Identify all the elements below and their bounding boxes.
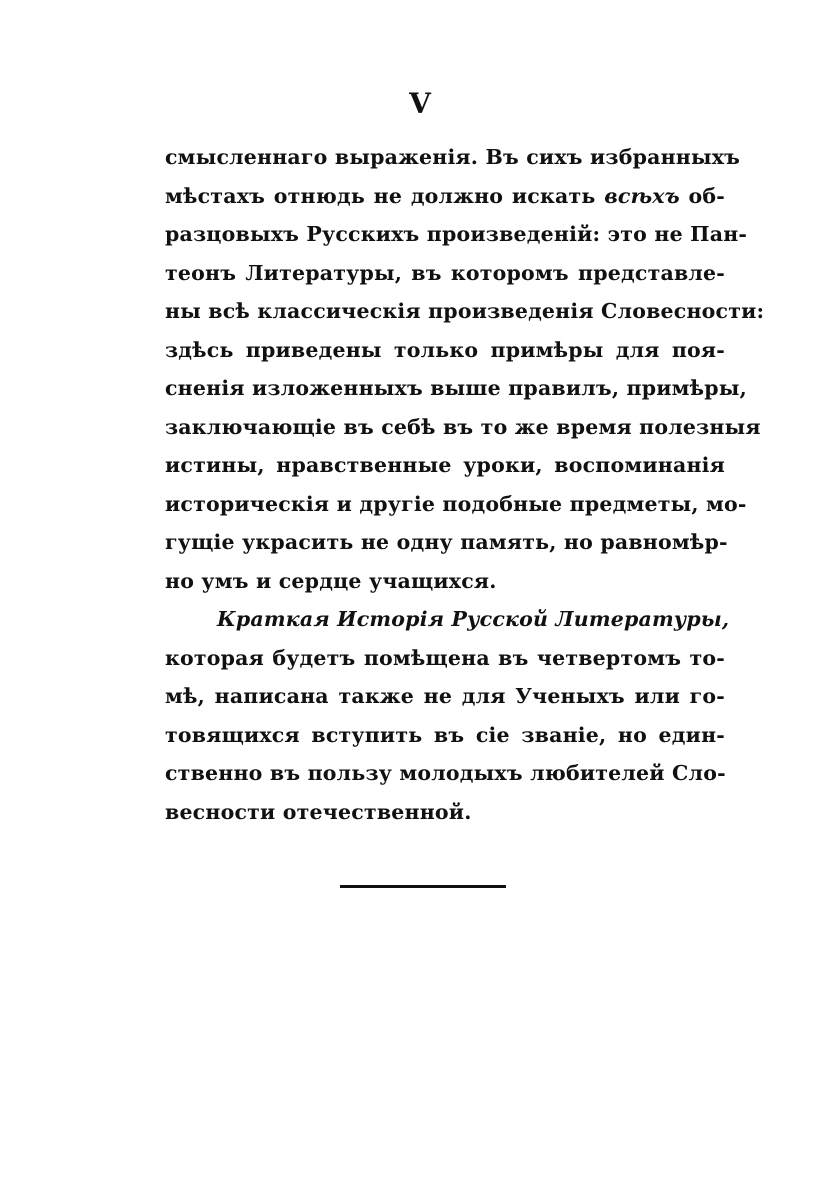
text-line-2-end: об- (688, 183, 725, 208)
body-text (165, 138, 765, 831)
text-line-4: теонъ Литературы, въ которомъ представле- (165, 260, 725, 285)
text-line-18: весности отечественной. (165, 799, 472, 824)
text-line-9: истины, нравственные уроки, воспоминанія (165, 453, 725, 477)
text-line-8: заключающіе въ себѣ въ то же время полезныя (165, 414, 761, 439)
text-line-3: разцовыхъ Русскихъ произведеній: это не Пан- (165, 222, 748, 246)
text-line-5: ны всѣ классическія произведенія Словесности: (165, 299, 765, 323)
book-title-italic: Краткая Исторія Русской Литературы, (217, 607, 730, 631)
section-divider (340, 885, 506, 888)
text-line-6: здѣсь приведены только примѣры для поя- (165, 337, 725, 362)
text-line-17: ственно въ пользу молодыхъ любителей Сло- (165, 761, 726, 785)
emphasis-word: всѣхъ (604, 183, 680, 208)
text-line-2-start: мѣстахъ отнюдь не должно искать (165, 183, 596, 208)
text-line-2 (165, 177, 725, 216)
text-line-15: мѣ, написана также не для Ученыхъ или го- (165, 684, 725, 708)
text-line-14: которая будетъ помѣщена въ четвертомъ то- (165, 645, 725, 670)
text-line-12: но умъ и сердце учащихся. (165, 568, 497, 593)
text-line-16: товящихся вступить въ сіе званіе, но един- (165, 722, 725, 747)
text-line-11: гущіе украсить не одну память, но равномѣр- (165, 530, 728, 554)
text-line-10: историческія и другіе подобные предметы, мо- (165, 491, 747, 516)
page-number: V (409, 87, 431, 120)
text-line-7: сненія изложенныхъ выше правилъ, примѣры, (165, 376, 747, 400)
text-line-1: смысленнаго выраженія. Въ сихъ избранныхъ (165, 145, 741, 169)
